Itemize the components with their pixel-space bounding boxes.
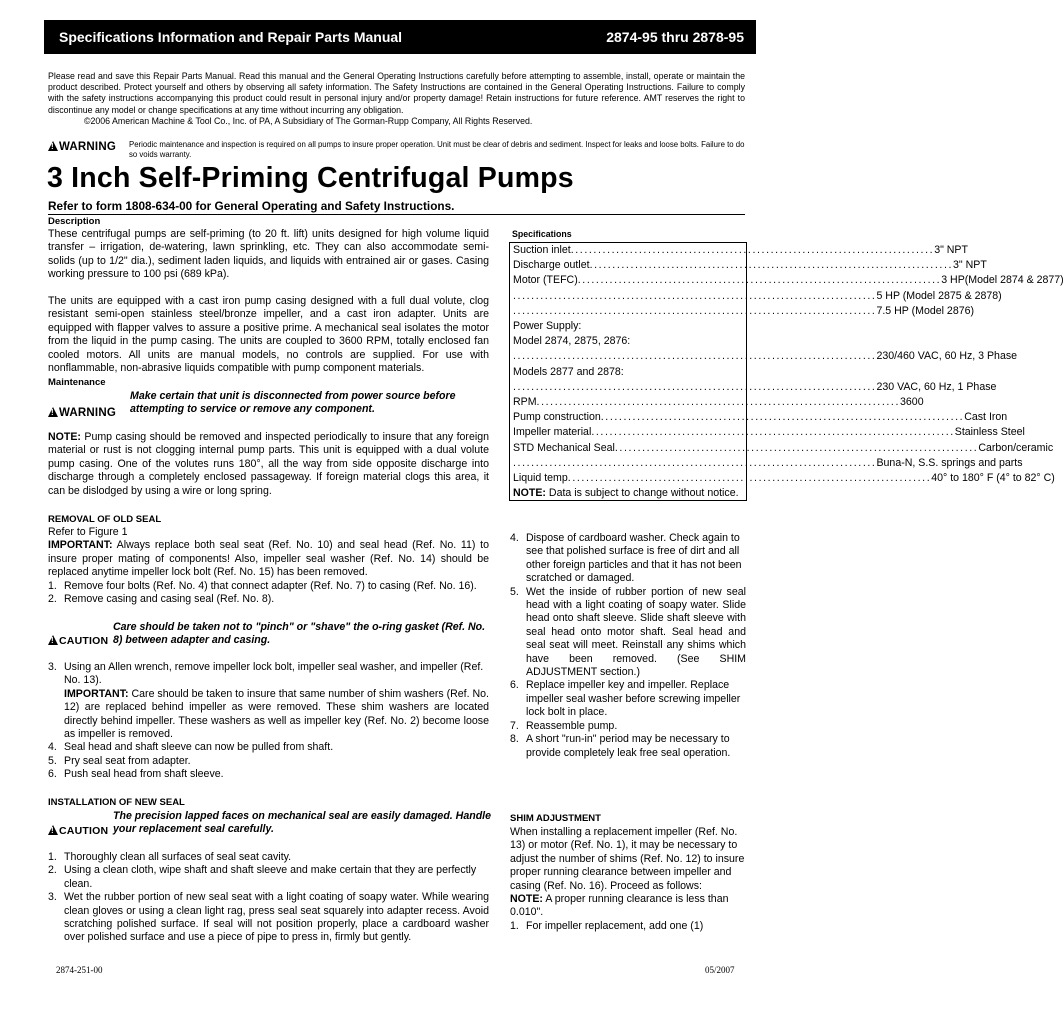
list-item: 5. Pry seal seat from adapter.: [48, 754, 191, 767]
warning-badge: [48, 137, 116, 155]
spec-row: [510, 319, 746, 334]
spec-row: [510, 349, 1018, 364]
spec-row: [510, 395, 924, 410]
spec-leader: ................................................................................: [600, 411, 965, 424]
spec-value: 230/460 VAC, 60 Hz, 3 Phase: [876, 350, 1018, 363]
list-item: 8. A short "run-in" period may be necessary to provide completely leak free seal operation.: [510, 733, 731, 759]
intro-text: Please read and save this Repair Parts Manual. Read this manual and the General Operating Instructions carefully before attempting to assemble, install, operate or maintain the product described. Protect yourself and others by observing all safety information. The Safety Instructions are contained in the General Operating Instructions. Failure to comply with the safety instructions accompanying this product could result in personal injury and/or property damage! Retain instructions for future reference. AMT reserves the right to discontinue any model or change specifications at any time without incurring any obligation.: [48, 71, 745, 115]
caution-label: CAUTION: [59, 635, 109, 647]
spec-key: Discharge outlet: [513, 259, 590, 272]
specifications-table: [509, 242, 1064, 501]
installation-steps-right: [510, 532, 746, 760]
installation-caution-text: The precision lapped faces on mechanical seal are easily damaged. Handle your replacement seal carefully.: [113, 810, 491, 836]
spec-row: [510, 258, 987, 273]
important-label: IMPORTANT:: [48, 539, 113, 552]
specifications-heading: Specifications: [512, 229, 572, 239]
header-bar: [44, 20, 756, 54]
removal-steps-cont: [48, 661, 489, 782]
intro-section: [48, 71, 745, 127]
spec-leader: ................................................................................: [614, 441, 979, 454]
list-item: 4. Seal head and shaft sleeve can now be pulled from shaft.: [48, 741, 334, 754]
caution-badge: [48, 821, 108, 839]
spec-value: Carbon/ceramic: [978, 441, 1054, 454]
divider: [48, 214, 745, 215]
maintenance-warning-text: Make certain that unit is disconnected from power source before attempting to service or remove any component.: [130, 390, 456, 416]
warning-triangle-icon: [48, 407, 58, 417]
spec-leader: ................................................................................: [577, 274, 942, 287]
note-text: Data is subject to change without notice.: [545, 487, 739, 500]
maintenance-note: [48, 431, 489, 498]
spec-row: [510, 365, 746, 380]
description-heading: Description: [48, 216, 101, 227]
description-p1: These centrifugal pumps are self-priming (to 20 ft. lift) units designed for high volume liquid transfer – irrigation, de-watering, lawn sprinkling, etc. They can also accommodate semi-solids (up to 1/2" dia.), sediment laden liquids, and liquids with entrained air or gases. Casing working pressure to 100 psi (689 kPa).: [48, 228, 489, 281]
list-item: 1. For impeller replacement, add one (1): [510, 919, 704, 932]
refer-figure: Refer to Figure 1: [48, 526, 128, 538]
warning-text: Periodic maintenance and inspection is required on all pumps to insure proper operation. Unit must be clear of debris and sediment. Inspect for leaks and loose bolts. Failure to do so voids warranty.: [129, 140, 745, 159]
spec-row: [510, 425, 1025, 440]
important-text: Care should be taken to insure that same number of shim washers (Ref. No. 12) are replaced behind impeller as were removed. These shim washers are located directly behind impeller. These washers as well as impeller key (Ref. No. 2) become loose as impeller is removed.: [64, 687, 489, 741]
spec-row: [510, 289, 1002, 304]
spec-leader: ................................................................................: [513, 456, 877, 469]
note-label: NOTE:: [510, 893, 543, 906]
spec-key: Power Supply:: [513, 320, 582, 333]
manual-title: Specifications Information and Repair Parts Manual: [59, 29, 403, 45]
spec-key: Models 2877 and 2878:: [513, 365, 624, 378]
spec-value: 7.5 HP (Model 2876): [876, 304, 975, 317]
note-text: A proper running clearance is less than 0.010".: [510, 893, 729, 919]
spec-value: 40° to 180° F (4° to 82° C): [931, 472, 1055, 485]
spec-value: 3 HP(Model 2874 & 2877): [941, 274, 1064, 287]
caution-triangle-icon: [48, 635, 58, 645]
copyright: ©2006 American Machine & Tool Co., Inc. of PA, A Subsidiary of The Gorman-Rupp Company, All Rights Reserved.: [84, 115, 533, 126]
shim-section: [510, 826, 746, 933]
spec-key: Liquid temp: [513, 472, 568, 485]
spec-key: Pump construction: [513, 411, 601, 424]
list-item: 3. Using an Allen wrench, remove impeller lock bolt, impeller seal washer, and impeller (Ref. No. 13).: [48, 661, 484, 687]
warning-label: WARNING: [59, 407, 116, 419]
spec-row: [510, 380, 997, 395]
spec-row: [510, 243, 968, 258]
spec-value: Cast Iron: [964, 411, 1008, 424]
list-item: 6. Replace impeller key and impeller. Replace impeller seal washer before screwing impeller lock bolt in place.: [510, 679, 741, 719]
important-text: Always replace both seal seat (Ref. No. 10) and seal head (Ref. No. 11) to insure proper mating of components! Also, impeller seal washer (Ref. No. 14) should be replaced anytime impeller lock bolt (Ref. No. 15) has been removed.: [48, 539, 489, 579]
list-item: 2. Using a clean cloth, wipe shaft and shaft sleeve and make certain that they are perfectly clean.: [48, 864, 477, 890]
spec-note: [510, 486, 746, 500]
installation-heading: INSTALLATION OF NEW SEAL: [48, 797, 185, 808]
spec-row: [510, 334, 746, 349]
spec-leader: ................................................................................: [589, 259, 954, 272]
spec-value: 3" NPT: [934, 244, 968, 256]
list-item: 5. Wet the inside of rubber portion of new seal head with a light coating of soapy water. Slide head onto shaft sleeve. Slide shaft sleeve with seal head onto motor shaft. Seal head and seal seat will meet. Reinstall any shims which have been removed. (See SHIM ADJUSTMENT section.): [510, 585, 746, 679]
caution-badge: [48, 631, 108, 649]
shim-heading: SHIM ADJUSTMENT: [510, 813, 601, 824]
spec-row: [510, 410, 1008, 425]
spec-value: 3600: [900, 396, 924, 409]
spec-value: 5 HP (Model 2875 & 2878): [876, 289, 1002, 302]
spec-row: [510, 304, 975, 319]
spec-leader: ................................................................................: [570, 244, 935, 256]
removal-caution-text: Care should be taken not to "pinch" or "shave" the o-ring gasket (Ref. No. 8) between adapter and casing.: [113, 621, 486, 647]
caution-label: CAUTION: [59, 825, 109, 837]
spec-row: [510, 441, 1054, 456]
warning-triangle-icon: [48, 141, 58, 151]
installation-steps: [48, 851, 489, 945]
spec-key: Impeller material: [513, 426, 592, 439]
spec-key: Motor (TEFC): [513, 274, 578, 287]
spec-value: Buna-N, S.S. springs and parts: [876, 456, 1023, 469]
spec-leader: ................................................................................: [567, 472, 932, 485]
spec-row: [510, 456, 1023, 471]
list-item: 1. Remove four bolts (Ref. No. 4) that connect adapter (Ref. No. 7) to casing (Ref. No. 16).: [48, 579, 477, 592]
spec-value: 230 VAC, 60 Hz, 1 Phase: [876, 380, 997, 393]
spec-leader: ................................................................................: [513, 350, 877, 363]
note-text: Pump casing should be removed and inspected periodically to insure that any foreign material or rust is not clogging internal pump parts. This unit is equipped with a dual volute pump casing. One of the volutes runs 180°, all the way from side opposite discharge into discharge through a completely enclosed passageway. If foreign material clogs this area, it can be dislodged by using a wire or long spring.: [48, 431, 489, 497]
list-item: 1. Thoroughly clean all surfaces of seal seat cavity.: [48, 851, 292, 863]
spec-value: Stainless Steel: [954, 426, 1025, 439]
spec-leader: ................................................................................: [513, 304, 877, 317]
shim-text: When installing a replacement impeller (Ref. No. 13) or motor (Ref. No. 1), it may be necessary to adjust the number of shims (Ref. No. 12) to insure proper running clearance between impeller and casing (Ref. No. 16). Proceed as follows:: [510, 826, 745, 892]
note-label: NOTE:: [48, 431, 81, 443]
maintenance-warning-badge: [48, 403, 116, 421]
list-item: 3. Wet the rubber portion of new seal seat with a light coating of soapy water. While wearing clean gloves or using a clean light rag, press seal seat squarely into adapter recess. Avoid scratching polished surface. If seal will not position properly, place a cardboard washer over polished surface and use a piece of pipe to press in, firmly but gently.: [48, 891, 489, 944]
spec-leader: ................................................................................: [536, 396, 901, 409]
spec-leader: ................................................................................: [513, 289, 877, 302]
spec-key: RPM: [513, 396, 537, 409]
description-p2: The units are equipped with a cast iron pump casing designed with a full dual volute, clog resistant semi-open stainless steel/bronze impeller, and a cast iron adapter. Units are equipped with flapper valves to assure a positive prime. A mechanical seal isolates the motor from the liquid in the pump casing. The units are coupled to 3600 RPM, totally enclosed fan cooled motors. All units are manual models, no controls are supplied. For use with nonflammable, non-abrasive liquids compatible with pump component materials.: [48, 295, 489, 375]
note-label: NOTE:: [513, 487, 546, 500]
removal-heading: REMOVAL OF OLD SEAL: [48, 514, 162, 525]
spec-row: [510, 273, 1064, 288]
spec-key: Model 2874, 2875, 2876:: [513, 335, 631, 348]
page-title: 3 Inch Self-Priming Centrifugal Pumps: [47, 162, 574, 194]
maintenance-heading: Maintenance: [48, 377, 106, 388]
spec-value: 3" NPT: [953, 259, 987, 272]
spec-key: STD Mechanical Seal: [513, 441, 615, 454]
footer-date: 05/2007: [705, 965, 735, 975]
spec-leader: ................................................................................: [591, 426, 955, 439]
footer-form-number: 2874-251-00: [56, 965, 103, 975]
subtitle: Refer to form 1808-634-00 for General Operating and Safety Instructions.: [48, 199, 455, 213]
spec-key: Suction inlet: [513, 244, 571, 256]
model-range: 2874-95 thru 2878-95: [606, 29, 744, 45]
warning-label: WARNING: [59, 141, 116, 153]
important-label: IMPORTANT:: [64, 687, 129, 700]
list-item: 4. Dispose of cardboard washer. Check again to see that polished surface is free of dirt and all other foreign particles and that it has not been scratched or damaged.: [510, 532, 742, 585]
list-item: 6. Push seal head from shaft sleeve.: [48, 768, 224, 781]
list-item: 2. Remove casing and casing seal (Ref. No. 8).: [48, 593, 275, 606]
caution-triangle-icon: [48, 825, 58, 835]
removal-section: [48, 526, 489, 606]
list-item: 7. Reassemble pump.: [510, 719, 618, 732]
spec-row: [510, 471, 1055, 486]
spec-leader: ................................................................................: [513, 380, 877, 393]
